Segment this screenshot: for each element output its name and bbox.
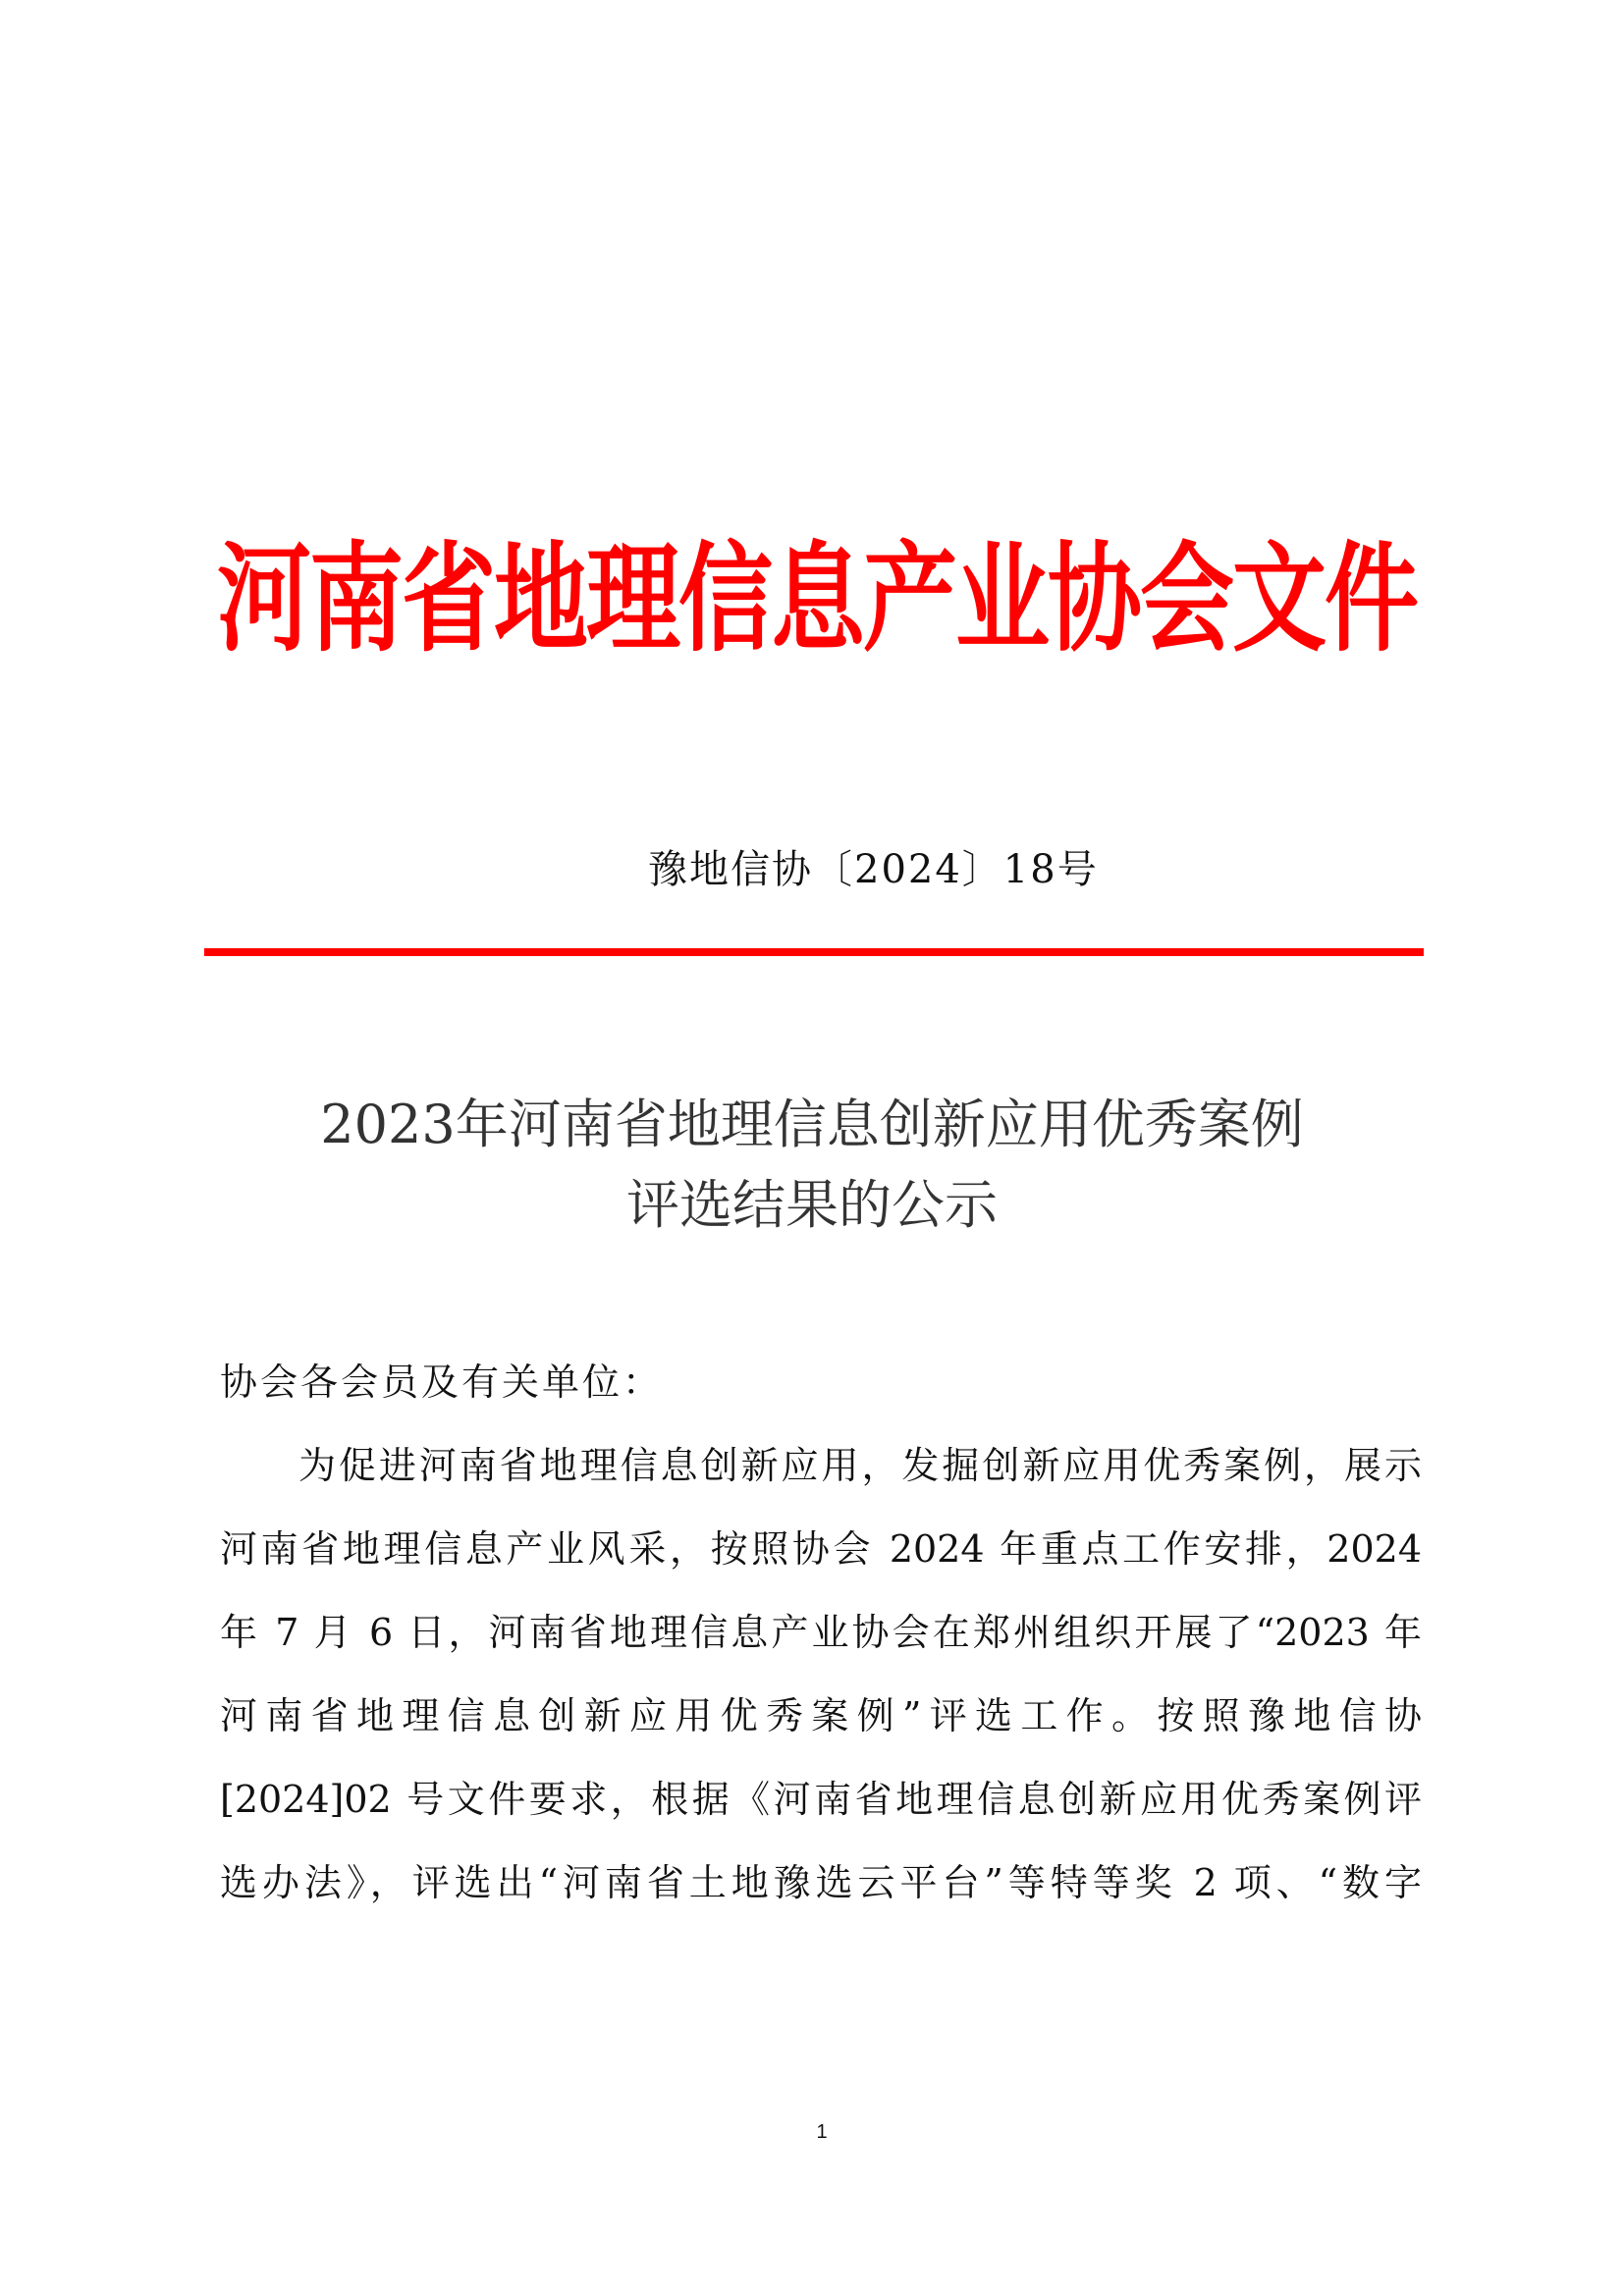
salutation: 协会各会员及有关单位： — [220, 1361, 664, 1404]
document-title-line-2: 评选结果的公示 — [626, 1174, 998, 1236]
body-line: 选办法》，评选出“河南省土地豫选云平台”等特等奖 2 项、“数字 — [220, 1861, 1422, 1904]
document-number: 豫地信协〔2024〕18号 — [648, 847, 1099, 892]
document-title-line-1: 2023年河南省地理信息创新应用优秀案例 — [320, 1094, 1304, 1155]
body-line: 为促进河南省地理信息创新应用，发掘创新应用优秀案例，展示 — [298, 1444, 1422, 1487]
body-line: [2024]02 号文件要求，根据《河南省地理信息创新应用优秀案例评 — [220, 1778, 1422, 1821]
red-divider — [204, 948, 1424, 956]
masthead-title: 河南省地理信息产业协会文件 — [217, 528, 1417, 667]
masthead — [208, 530, 1426, 667]
body-line: 河南省地理信息产业风采，按照协会 2024 年重点工作安排，2024 — [220, 1527, 1422, 1571]
body-line: 河南省地理信息创新应用优秀案例”评选工作。按照豫地信协 — [220, 1694, 1422, 1737]
body-line: 年 7 月 6 日，河南省地理信息产业协会在郑州组织开展了“2023 年 — [220, 1611, 1422, 1654]
page-number: 1 — [816, 2121, 828, 2143]
